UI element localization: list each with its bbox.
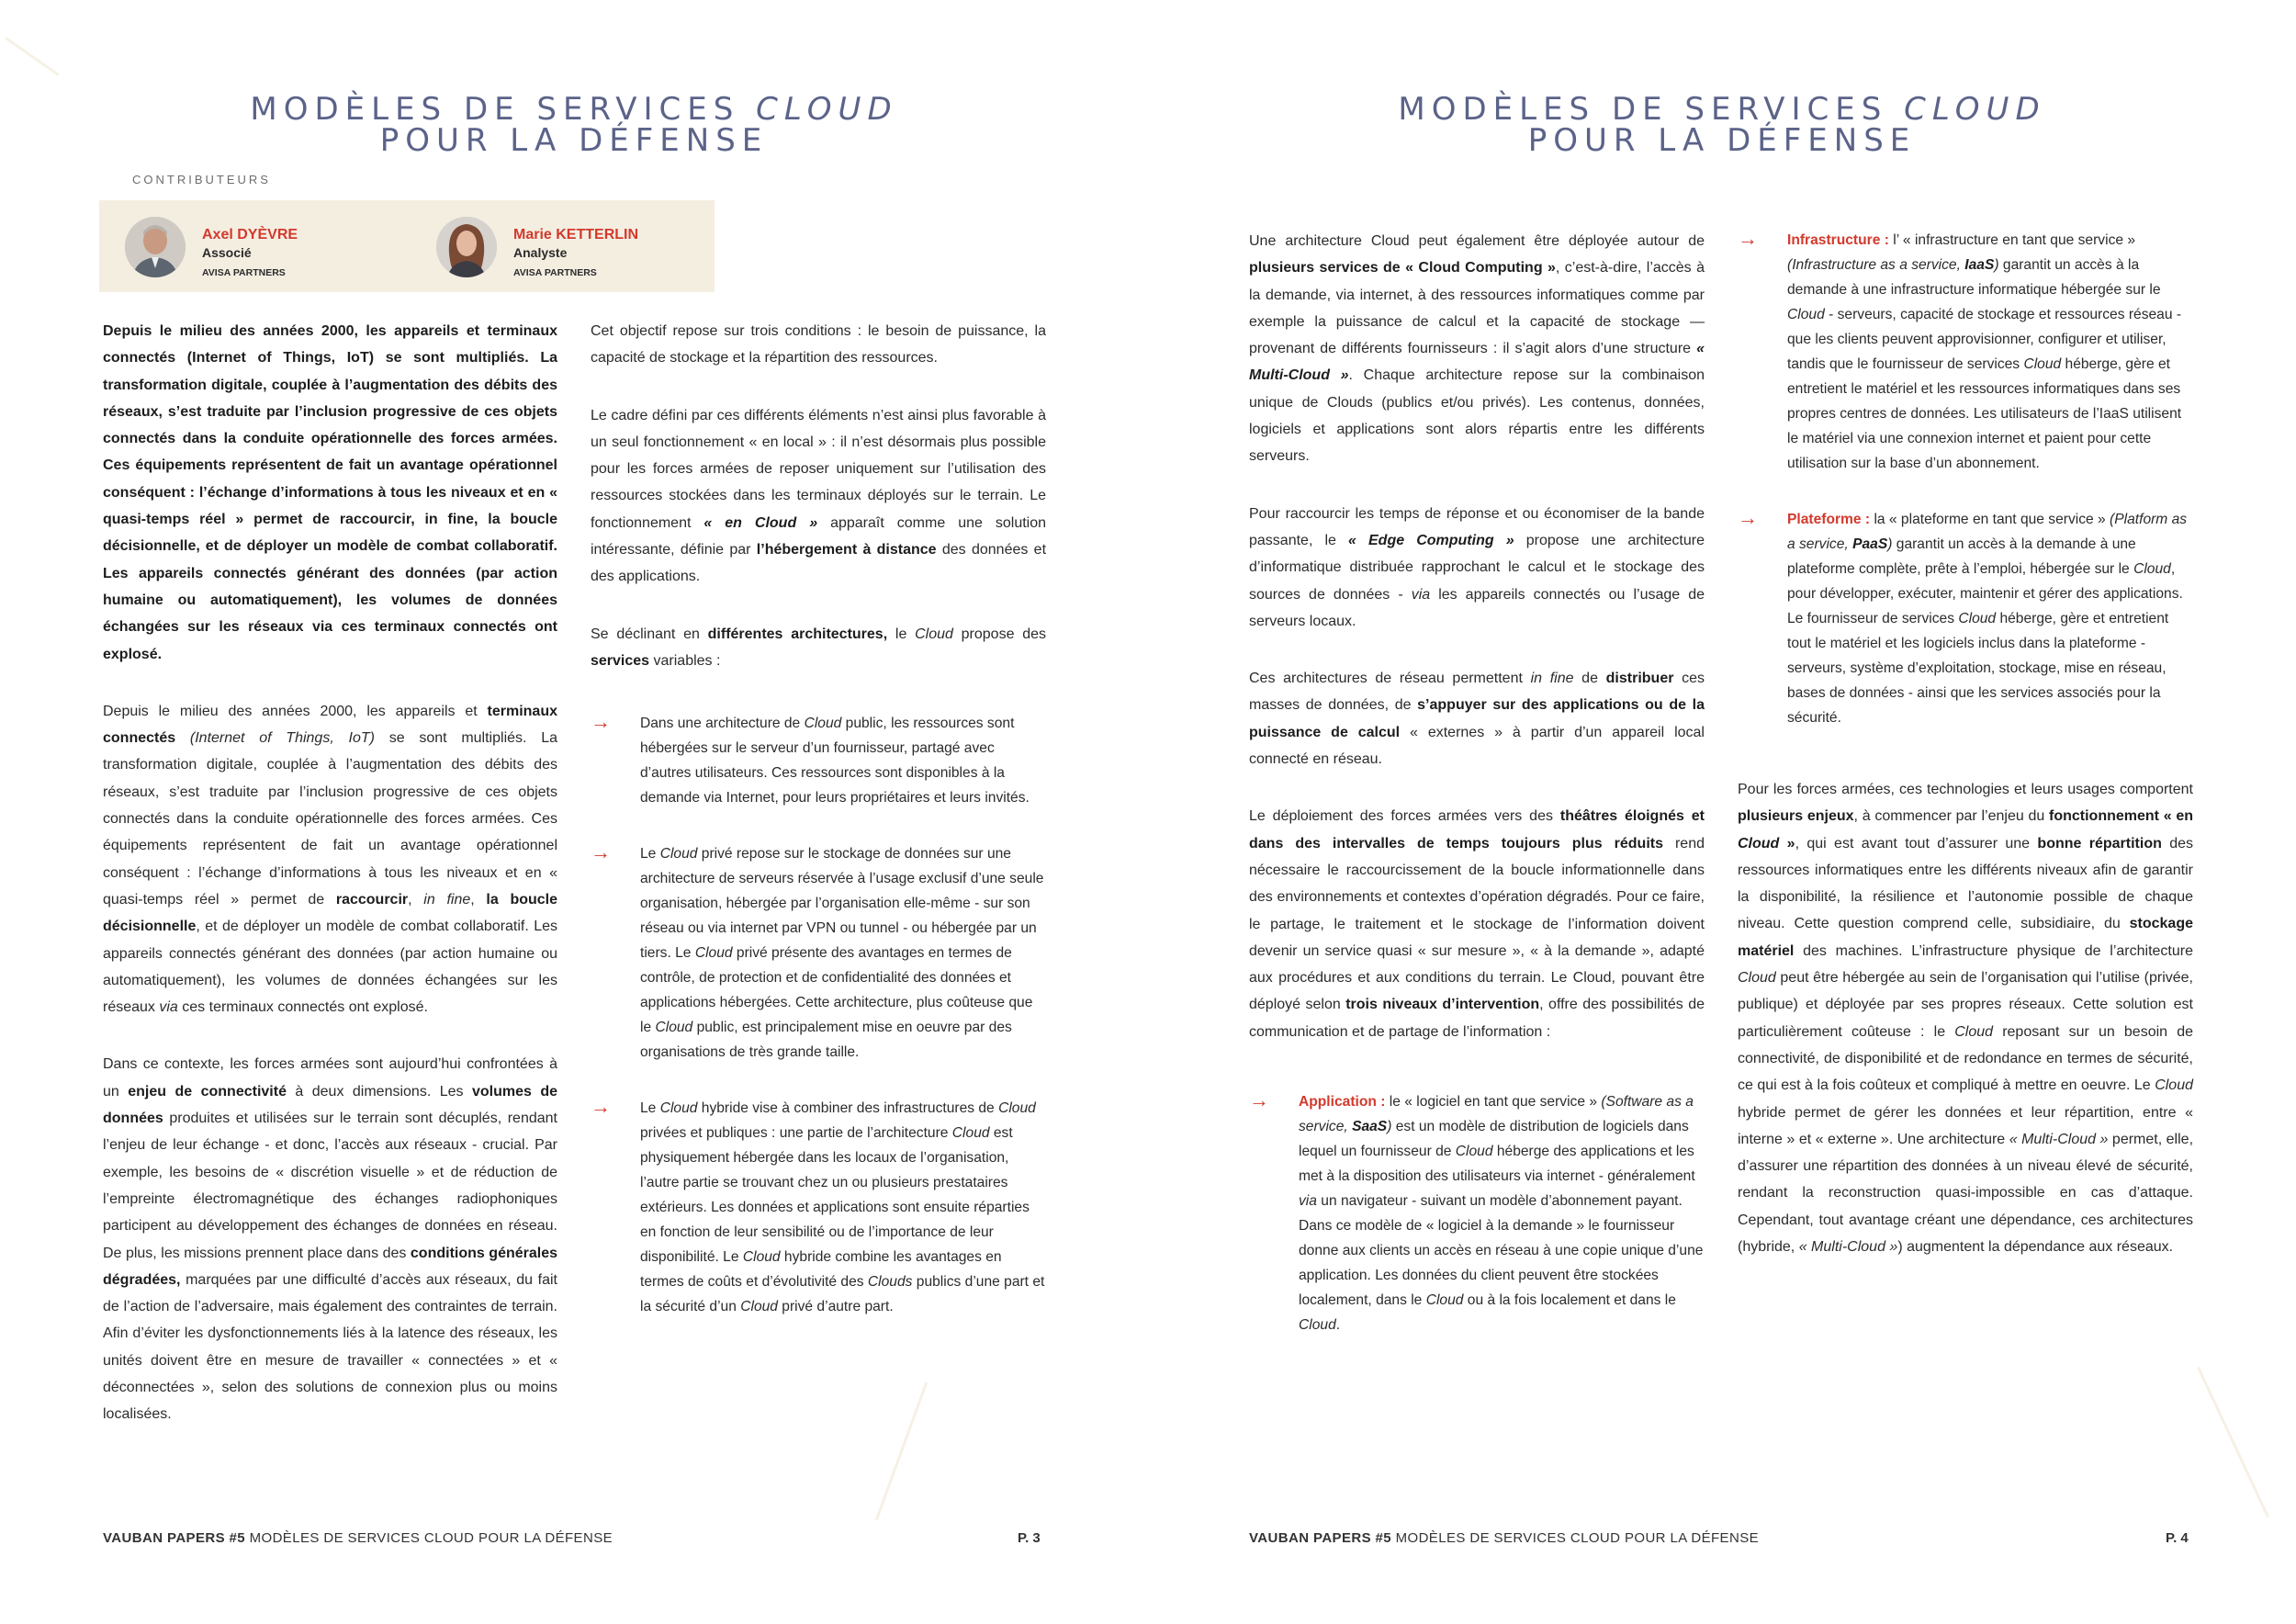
contributor-role: Associé: [202, 245, 252, 260]
page-title: [0, 91, 1148, 159]
decorative-line: [5, 37, 59, 76]
contributors-label: CONTRIBUTEURS: [132, 173, 271, 186]
page-title: [1148, 91, 2296, 159]
page-number: P. 3: [1018, 1530, 1041, 1546]
title-line1-italic: CLOUD: [1904, 91, 2046, 128]
column-right-1: [1249, 228, 1705, 1369]
body-paragraph: Ces architectures de réseau permettent in fine de distribuer ces masses de données, de s’appuyer sur des applications ou de la puissance de calcul « externes » à partir d’un appareil local connecté en réseau.: [1249, 671, 1705, 768]
page-4: [1148, 0, 2296, 1624]
footer: [103, 1530, 613, 1546]
body-paragraph: Se déclinant en différentes architectures, le Cloud propose des services variables :: [591, 626, 1047, 669]
footer-subtitle: MODÈLES DE SERVICES CLOUD POUR LA DÉFENSE: [1391, 1530, 1760, 1546]
title-line2: POUR LA DÉFENSE: [379, 122, 769, 159]
column-left-1: [103, 318, 557, 1459]
footer: [1249, 1530, 1759, 1546]
contributor-card: [436, 217, 638, 278]
arrow-right-icon: →: [591, 840, 611, 864]
arrow-right-icon: →: [591, 710, 611, 734]
contributor-name: Marie KETTERLIN: [513, 227, 639, 242]
footer-series: VAUBAN PAPERS #5: [1249, 1530, 1392, 1546]
list-item-application: → Application : le « logiciel en tant que service » (Software as a service, SaaS) est un modèle de distribution de logiciels dans lequel un fournisseur de Cloud héberge des applications et les met à la disposition des utilisateurs via internet - généralement via un navigateur - suivant un modèle d’abonnement payant. Dans ce modèle de « logiciel à la demande » le fournisseur donne aux clients un accès en réseau à une copie unique d’une application. Les données du client peuvent être stockées localement, dans le Cloud ou à la fois localement et dans le Cloud.: [1249, 1088, 1704, 1334]
column-left-2: [591, 318, 1046, 1350]
body-paragraph: Cet objectif repose sur trois conditions : le besoin de puissance, la capacité de stockage et la répartition des ressources.: [591, 323, 1046, 367]
arrow-right-icon: →: [1738, 227, 1758, 250]
body-paragraph: Dans ce contexte, les forces armées sont aujourd’hui confrontées à un enjeu de connectivité à deux dimensions. Les volumes de données produites et utilisées sur le terrain sont décuplés, rendant l’enjeu de leur échange - et donc, l’accès aux réseaux - crucial. Par exemple, les besoins de « discrétion visuelle » et de réduction de l’empreinte électromagnétique des échanges radiophoniques participent au développement des échanges de données en réseau. De plus, les missions prennent place dans des conditions générales dégradées, marquées par une difficulté d’accès aux réseaux, du fait de l’action de l’adversaire, mais également des contraintes de terrain. Afin d’éviter les dysfonctionnements liés à la latence des réseaux, les unités doivent être en mesure de travailler « connectées » et « déconnectées », selon des solutions de connexion plus ou moins localisées.: [103, 1056, 558, 1423]
body-paragraph: Le cadre défini par ces différents éléments n’est ainsi plus favorable à un seul fonctionnement « en local » : il n’est désormais plus possible pour les forces armées de reposer uniquement sur l’utilisation des ressources stockées dans les terminaux déployés sur le terrain. Le fonctionnement « en Cloud » apparaît comme une solution intéressante, définie par l’hébergement à distance des données et des applications.: [591, 407, 1047, 585]
decorative-line: [2197, 1367, 2269, 1517]
list-item: → Le Cloud privé repose sur le stockage de données sur une architecture de serveurs réservée à l’usage exclusif d’une seule organisation, hébergée par l’organisation elle-même - sur son réseau ou via internet par VPN ou tunnel - ou hébergée par un tiers. Le Cloud privé présente des avantages en termes de contrôle, de protection et de confidentialité des données et applications hébergées. Cette architecture, plus coûteuse que le Cloud public, est principalement mise en oeuvre par des organisations de très grande taille.: [591, 840, 1044, 1061]
contributor-role: Analyste: [513, 245, 568, 260]
body-paragraph: Pour raccourcir les temps de réponse et ou économiser de la bande passante, le « Edge Computing » propose une architecture d’informatique distribuée rapprochant le calcul et le stockage des sources de données - via les appareils connectés ou l’usage de serveurs locaux.: [1249, 505, 1705, 629]
arrow-right-icon: →: [1249, 1088, 1269, 1112]
list-item: → Dans une architecture de Cloud public, les ressources sont hébergées sur le serveur d’un fournisseur, partagé avec d’autres utilisateurs. Ces ressources sont disponibles à la demande via Internet, pour leurs propriétaires et leurs invités.: [591, 710, 1030, 806]
avatar: [436, 217, 497, 277]
title-line1: MODÈLES DE SERVICES: [250, 91, 757, 128]
list-item: → Le Cloud hybride vise à combiner des infrastructures de Cloud privées et publiques : une partie de l’architecture Cloud est physiquement hébergée dans les locaux de l’organisation, l’autre partie se trouvant chez un ou plusieurs prestataires extérieurs. Les données et applications sont ensuite réparties en fonction de leur sensibilité ou de l’importance de leur disponibilité. Le Cloud hybride combine les avantages en termes de coûts et d’évolutivité des Clouds publics d’une part et la sécurité d’un Cloud privé d’autre part.: [591, 1095, 1045, 1315]
body-paragraph: Depuis le milieu des années 2000, les appareils et terminaux connectés (Internet of Things, IoT) se sont multipliés. La transformation digitale, couplée à l’augmentation des débits des réseaux, s’est traduite par l’inclusion progressive de ces objets connectés dans la conduite opérationnelle des forces armées. Ces équipements représentent de fait un avantage opérationnel conséquent : l’échange d’informations à tous les niveaux et en « quasi-temps réel » permet de raccourcir, in fine, la boucle décisionnelle, et de déployer un modèle de combat collaboratif. Les appareils connectés générant des données (par action humaine ou automatiquement), les volumes de données échangées sur les réseaux via ces terminaux connectés ont explosé.: [103, 703, 558, 1016]
body-paragraph: Le déploiement des forces armées vers des théâtres éloignés et dans des intervalles de temps toujours plus réduits rend nécessaire le raccourcissement de la boucle informationnelle dans des environnements et contextes d’opération dégradés. Pour ce faire, le partage, le traitement et le stockage de l’information doivent devenir un service quasi « sur mesure », « à la demande », adapté aux procédures et aux conditions du terrain. Le Cloud, pouvant être déployé selon trois niveaux d’intervention, offre des possibilités de communication et de partage de l’information :: [1249, 808, 1705, 1040]
arrow-right-icon: →: [591, 1095, 611, 1119]
title-line2: POUR LA DÉFENSE: [1527, 122, 1917, 159]
intro-paragraph: Depuis le milieu des années 2000, les appareils et terminaux connectés (Internet of Things, IoT) se sont multipliés. La transformation digitale, couplée à l’augmentation des débits des réseaux, s’est traduite par l’inclusion progressive de ces objets connectés dans la conduite opérationnelle des forces armées. Ces équipements représentent de fait un avantage opérationnel conséquent : l’échange d’informations à tous les niveaux et en « quasi-temps réel » permet de raccourcir, in fine, la boucle décisionnelle, et de déployer un modèle de combat collaboratif. Les appareils connectés générant des données (par action humaine ou automatiquement), les volumes de données échangées sur les réseaux via ces terminaux connectés ont explosé.: [103, 323, 557, 662]
footer-subtitle: MODÈLES DE SERVICES CLOUD POUR LA DÉFENSE: [245, 1530, 613, 1546]
title-line1: MODÈLES DE SERVICES: [1398, 91, 1905, 128]
body-paragraph: Une architecture Cloud peut également être déployée autour de plusieurs services de « Cloud Computing », c’est-à-dire, l’accès à la demande, via internet, à des ressources informatiques comme par exemple la puissance de calcul et la capacité de stockage — provenant de différents fournisseurs : il s’agit alors d’une structure « Multi-Cloud ». Chaque architecture repose sur la combinaison unique de Clouds (publics et/ou privés). Les contenus, données, logiciels et applications sont alors répartis entre les différents serveurs.: [1249, 233, 1705, 465]
contributor-org: AVISA PARTNERS: [513, 267, 597, 278]
column-right-2: [1738, 228, 2193, 1291]
contributor-org: AVISA PARTNERS: [202, 267, 286, 278]
arrow-right-icon: →: [1738, 506, 1758, 529]
contributor-card: [125, 217, 298, 278]
title-line1-italic: CLOUD: [756, 91, 898, 128]
footer-series: VAUBAN PAPERS #5: [103, 1530, 246, 1546]
list-item-infrastructure: → Infrastructure : l’ « infrastructure en tant que service » (Infrastructure as a service, IaaS) garantit un accès à la demande à une infrastructure informatique hébergée sur le Cloud - serveurs, capacité de stockage et ressources réseau - que les clients peuvent approvisionner, configurer et utiliser, tandis que le fournisseur de services Cloud héberge, gère et entretient le matériel et les ressources informatiques dans ses propres centres de données. Les utilisateurs de l’IaaS utilisent le matériel via une connexion internet et paient pour cette utilisation sur la base d’un abonnement.: [1738, 227, 2182, 471]
list-item-platform: → Plateforme : la « plateforme en tant que service » (Platform as a service, PaaS) garantit un accès à la demande à une plateforme complète, prête à l’emploi, hébergée sur le Cloud, pour développer, exécuter, maintenir et gérer des applications. Le fournisseur de services Cloud héberge, gère et entretient tout le matériel et les logiciels inclus dans la plateforme - serveurs, système d’exploitation, stockage, mise en réseau, bases de données - ainsi que les services associés pour la sécurité.: [1738, 506, 2188, 726]
contributor-name: Axel DYÈVRE: [202, 227, 298, 242]
avatar: [125, 217, 186, 277]
body-paragraph: Pour les forces armées, ces technologies et leurs usages comportent plusieurs enjeux, à commencer par l’enjeu du fonctionnement « en Cloud », qui est avant tout d’assurer une bonne répartition des ressources informatiques entre les différents niveaux afin de garantir la disponibilité, la résilience et l’autonomie possible de chaque niveau. Cette question comprend celle, subsidiaire, du stockage matériel des machines. L’infrastructure physique de l’architecture Cloud peut être hébergée au sein de l’organisation qui l’utilise (privée, publique) et déployée par ses propres réseaux. Cette solution est particulièrement coûteuse : le Cloud reposant sur un besoin de connectivité, de disponibilité et de redondance en termes de sécurité, ce qui est à la fois coûteux et compliqué à mettre en oeuvre. Le Cloud hybride permet de gérer les données et leur répartition, entre « interne » et « externe ». Une architecture « Multi-Cloud » permet, elle, d’assurer une répartition des données à un niveau élevé de sécurité, rendant la reconstruction quasi-impossible en cas d’attaque. Cependant, tout avantage créant une dépendance, ces architectures (hybride, « Multi-Cloud ») augmentent la dépendance aux réseaux.: [1738, 782, 2194, 1256]
contributors-box: [99, 200, 715, 292]
page-number: P. 4: [2166, 1530, 2189, 1546]
decorative-line: [875, 1382, 929, 1520]
